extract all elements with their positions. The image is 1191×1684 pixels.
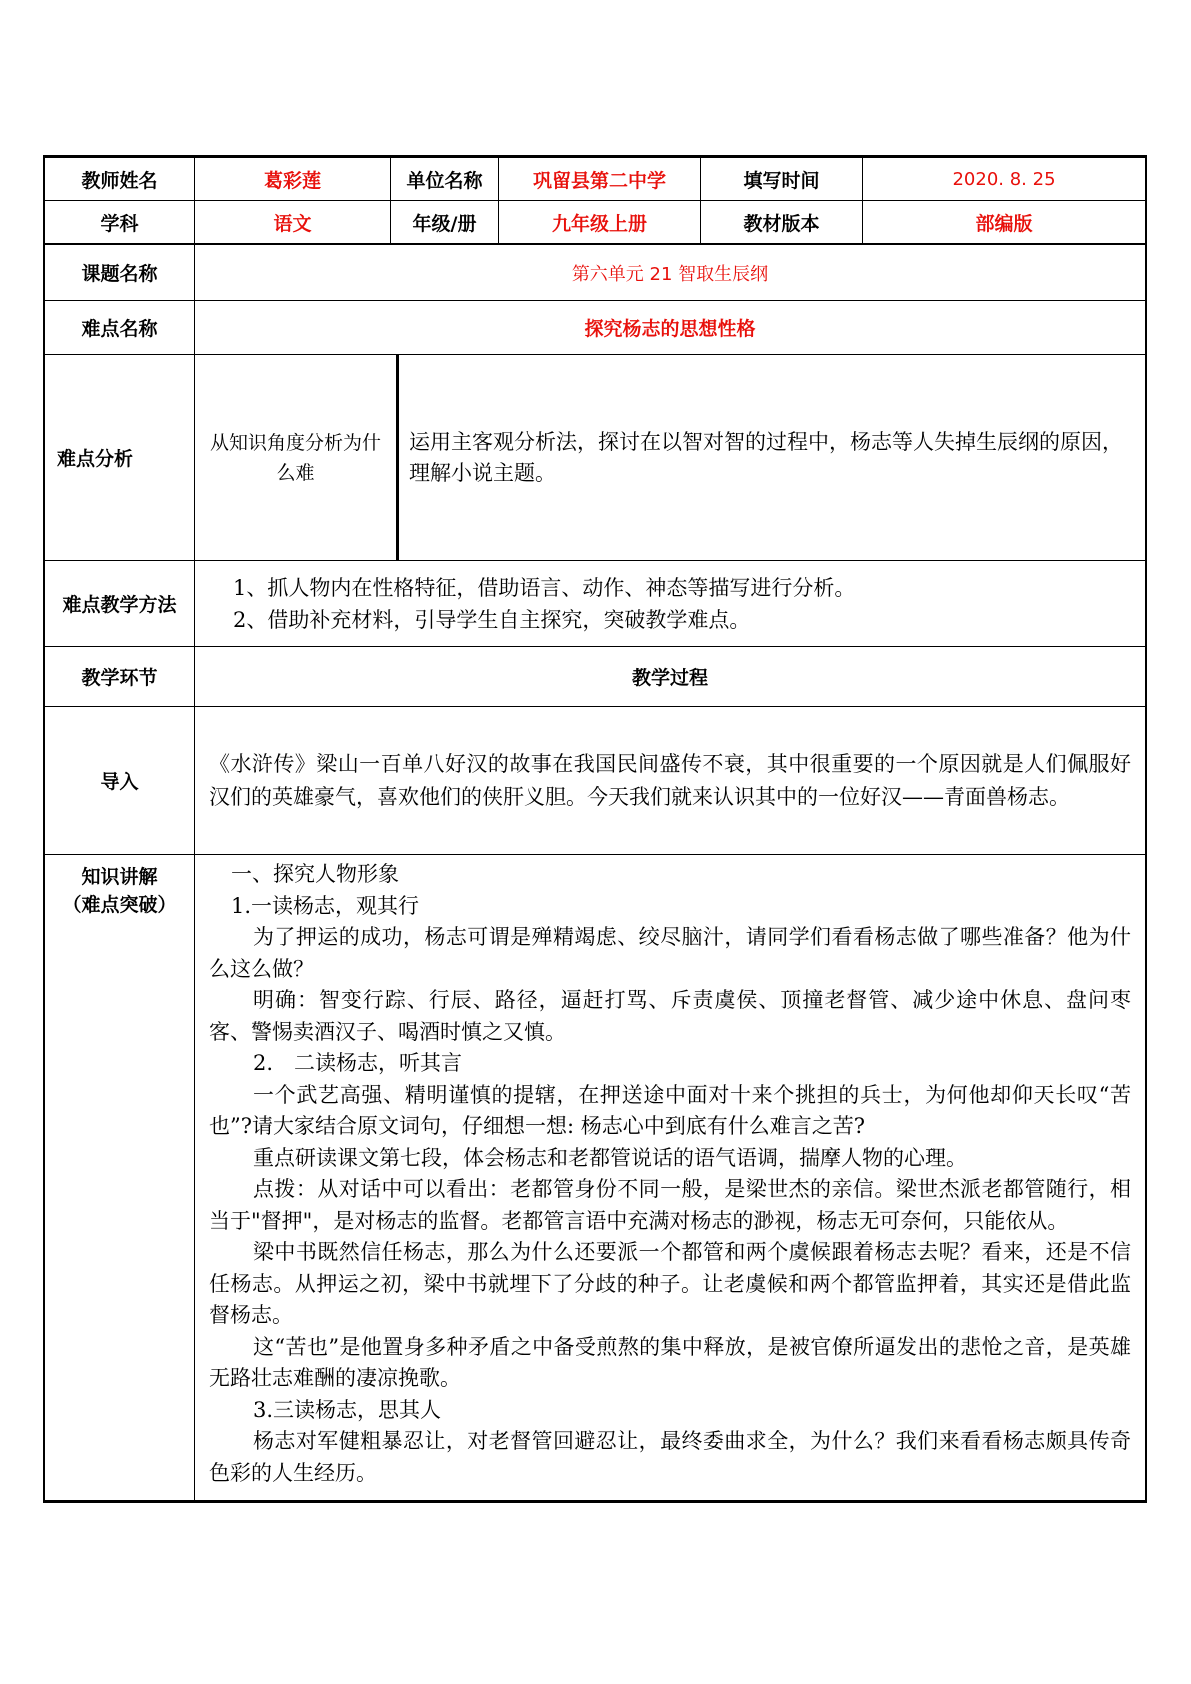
difficulty-row [45,301,1145,355]
knowledge-paragraph: 为了押运的成功，杨志可谓是殚精竭虑、绞尽脑汁，请同学们看看杨志做了哪些准备？他为什么这么做？ [209,925,1131,981]
topic-label: 课题名称 [45,245,195,300]
knowledge-paragraph: 一个武艺高强、精明谨慎的提辖，在押送途中面对十来个挑担的兵士，为何他却仰天长叹“苦也”?请大家结合原文词句，仔细想一想: 杨志心中到底有什么难言之苦? [209,1082,1131,1138]
grade-value: 九年级上册 [499,201,701,243]
stage-label: 教学环节 [45,647,195,706]
knowledge-paragraph: 重点研读课文第七段，体会杨志和老都管说话的语气语调，揣摩人物的心理。 [253,1145,967,1170]
knowledge-paragraph: 梁中书既然信任杨志，那么为什么还要派一个都管和两个虞候跟着杨志去呢？看来，还是不信任杨志。从押运之初，梁中书就埋下了分歧的种子。让老虞候和两个都管监押着，其实还是借此监督杨志。 [209,1240,1131,1327]
topic-value: 第六单元 21 智取生辰纲 [571,263,769,285]
method-row [45,561,1145,647]
knowledge-paragraph: 明确：智变行踪、行辰、路径，逼赶打骂、斥责虞侯、顶撞老督管、减少途中休息、盘问枣客、警惕卖酒汉子、喝酒时慎之又慎。 [209,988,1131,1044]
analysis-text: 运用主客观分析法，探讨在以智对智的过程中，杨志等人失掉生辰纲的原因，理解小说主题。 [409,429,1123,485]
knowledge-paragraph: 点拨：从对话中可以看出：老都管身份不同一般，是梁世杰的亲信。梁世杰派老都管随行，相当于"督押"，是对杨志的监督。老都管言语中充满对杨志的渺视，杨志无可奈何，只能依从。 [209,1177,1131,1233]
knowledge-label-line-2: （难点突破） [62,894,177,916]
date-label: 填写时间 [701,158,863,200]
teacher-label: 教师姓名 [45,158,195,200]
knowledge-label-line-1: 知识讲解 [81,866,158,888]
grade-label: 年级/册 [391,201,499,243]
header-row-2 [45,201,1145,244]
unit-label: 单位名称 [391,158,499,200]
intro-label: 导入 [45,707,195,854]
teacher-name: 葛彩莲 [195,158,391,200]
knowledge-paragraph: 这“苦也”是他置身多种矛盾之中备受煎熬的集中释放，是被官僚所逼发出的悲怆之音，是英雄无路壮志难酬的凄凉挽歌。 [209,1334,1131,1390]
stage-row [45,647,1145,707]
date-value: 2020. 8. 25 [952,168,1056,190]
edition-label: 教材版本 [701,201,863,243]
edition-value: 部编版 [975,212,1033,235]
subject-value: 语文 [195,201,391,243]
knowledge-label [45,855,195,1500]
header-row-1 [45,158,1145,201]
knowledge-subheading: 3.三读杨志，思其人 [253,1397,442,1422]
unit-name: 巩留县第二中学 [499,158,701,200]
knowledge-body [195,855,1145,1500]
difficulty-value: 探究杨志的思想性格 [584,318,756,340]
difficulty-label: 难点名称 [45,301,195,354]
topic-row [45,244,1145,301]
intro-row [45,707,1145,855]
stage-value: 教学过程 [631,667,708,689]
subject-label: 学科 [45,201,195,243]
analysis-sub-label: 从知识角度分析为什么难 [195,355,399,560]
analysis-label: 难点分析 [45,355,195,560]
method-item: 1、抓人物内在性格特征，借助语言、动作、神态等描写进行分析。 [233,575,856,600]
knowledge-subheading: 2. 二读杨志，听其言 [253,1051,463,1075]
knowledge-paragraph: 杨志对军健粗暴忍让，对老督管回避忍让，最终委曲求全，为什么？我们来看看杨志颇具传奇色彩的人生经历。 [209,1429,1131,1485]
lesson-plan-table [43,155,1147,1503]
knowledge-heading: 一、探究人物形象 [231,862,399,886]
method-item: 2、借助补充材料，引导学生自主探究，突破教学难点。 [233,607,751,632]
knowledge-row [45,855,1145,1500]
method-label: 难点教学方法 [45,561,195,646]
knowledge-subheading: 1.一读杨志，观其行 [231,893,420,918]
method-list [195,561,1145,646]
analysis-row [45,355,1145,561]
intro-text: 《水浒传》梁山一百单八好汉的故事在我国民间盛传不衰，其中很重要的一个原因就是人们佩服好汉们的英雄豪气，喜欢他们的侠肝义胆。今天我们就来认识其中的一位好汉——青面兽杨志。 [209,751,1131,809]
